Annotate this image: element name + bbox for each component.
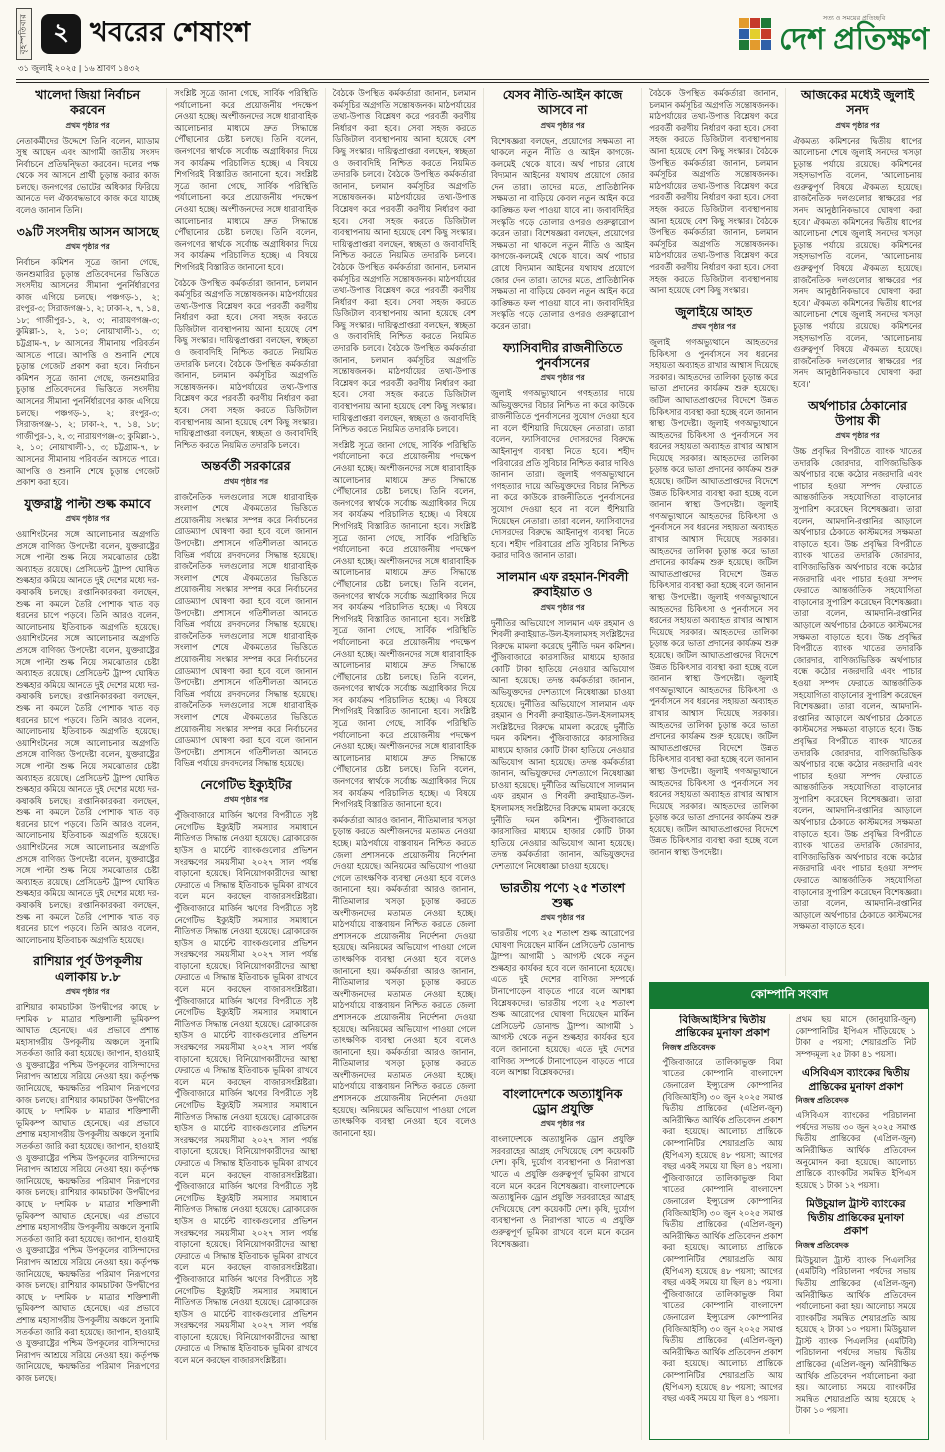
story-headline: সালমান এফ রহমান-শিবলী রুবাইয়াত ও [497,570,629,600]
body-text: জুলাই গণঅভ্যুত্থানে গণহত্যার দায়ে অভিযুক্তদের বিচার নিশ্চিত না করে কাউকে রাজনীতিতে পুনর্বাসনের সুযোগ দেওয়া হবে না বলে হুঁশিয়ারি দিয়েছেন নেতারা। তারা বলেন, ফ্যাসিবাদের দোসরদের বিরুদ্ধে আইনানুগ ব্যবস্থা নিতে হবে। শহীদ পরিবারের প্রতি সুবিচার নিশ্চিত করার দাবিও জানান তারা। জুলাই গণঅভ্যুত্থানে গণহত্যার দায়ে অভিযুক্তদের বিচার নিশ্চিত না করে কাউকে রাজনীতিতে পুনর্বাসনের সুযোগ দেওয়া হবে না বলে হুঁশিয়ারি দিয়েছেন নেতারা। তারা বলেন, ফ্যাসিবাদের দোসরদের বিরুদ্ধে আইনানুগ ব্যবস্থা নিতে হবে। শহীদ পরিবারের প্রতি সুবিচার নিশ্চিত করার দাবিও জানান তারা। [490,388,635,561]
continued-from-label: প্রথম পৃষ্ঠার পর [540,373,585,383]
continued-from-label: প্রথম পৃষ্ঠার পর [835,120,880,130]
header-divider [16,79,929,83]
body-text: ভারতীয় পণ্যে ২৫ শতাংশ শুল্ক আরোপের ঘোষণা দিয়েছেন মার্কিন প্রেসিডেন্ট ডোনাল্ড ট্রাম্প। আগামী ১ আগস্ট থেকে নতুন শুল্কহার কার্যকর হবে বলে জানানো হয়েছে। এতে দুই দেশের বাণিজ্য সম্পর্কে টানাপোড়েন বাড়তে পারে বলে আশঙ্কা বিশ্লেষকদের। ভারতীয় পণ্যে ২৫ শতাংশ শুল্ক আরোপের ঘোষণা দিয়েছেন মার্কিন প্রেসিডেন্ট ডোনাল্ড ট্রাম্প। আগামী ১ আগস্ট থেকে নতুন শুল্কহার কার্যকর হবে বলে জানানো হয়েছে। এতে দুই দেশের বাণিজ্য সম্পর্কে টানাপোড়েন বাড়তে পারে বলে আশঙ্কা বিশ্লেষকদের। [490,928,635,1078]
story-headline: যুক্তরাষ্ট্র পাল্টা শুল্ক কমাবে [24,496,151,511]
story-headline: নেগেটিভ ইক্যুইটির [200,777,292,792]
logo-tile [739,40,749,50]
logo-tile [750,40,760,50]
company-news-title: কোম্পানি সংবাদ [650,983,928,1009]
body-text: উচ্চ প্রবৃদ্ধির বিপরীতে ব্যাংক খাতের তদারকি জোরদার, বাণিজ্যভিত্তিক অর্থপাচার বন্ধে কঠোর নজরদারি এবং পাচার হওয়া সম্পদ ফেরাতে আন্তর্জাতিক সহযোগিতা বাড়ানোর সুপারিশ করেছেন বিশেষজ্ঞরা। তারা বলেন, আমদানি-রপ্তানির আড়ালে অর্থপাচার ঠেকাতে কাস্টমসের সক্ষমতা বাড়াতে হবে। উচ্চ প্রবৃদ্ধির বিপরীতে ব্যাংক খাতের তদারকি জোরদার, বাণিজ্যভিত্তিক অর্থপাচার বন্ধে কঠোর নজরদারি এবং পাচার হওয়া সম্পদ ফেরাতে আন্তর্জাতিক সহযোগিতা বাড়ানোর সুপারিশ করেছেন বিশেষজ্ঞরা। তারা বলেন, আমদানি-রপ্তানির আড়ালে অর্থপাচার ঠেকাতে কাস্টমসের সক্ষমতা বাড়াতে হবে। উচ্চ প্রবৃদ্ধির বিপরীতে ব্যাংক খাতের তদারকি জোরদার, বাণিজ্যভিত্তিক অর্থপাচার বন্ধে কঠোর নজরদারি এবং পাচার হওয়া সম্পদ ফেরাতে আন্তর্জাতিক সহযোগিতা বাড়ানোর সুপারিশ করেছেন বিশেষজ্ঞরা। তারা বলেন, আমদানি-রপ্তানির আড়ালে অর্থপাচার ঠেকাতে কাস্টমসের সক্ষমতা বাড়াতে হবে। উচ্চ প্রবৃদ্ধির বিপরীতে ব্যাংক খাতের তদারকি জোরদার, বাণিজ্যভিত্তিক অর্থপাচার বন্ধে কঠোর নজরদারি এবং পাচার হওয়া সম্পদ ফেরাতে আন্তর্জাতিক সহযোগিতা বাড়ানোর সুপারিশ করেছেন বিশেষজ্ঞরা। তারা বলেন, আমদানি-রপ্তানির আড়ালে অর্থপাচার ঠেকাতে কাস্টমসের সক্ষমতা বাড়াতে হবে। উচ্চ প্রবৃদ্ধির বিপরীতে ব্যাংক খাতের তদারকি জোরদার, বাণিজ্যভিত্তিক অর্থপাচার বন্ধে কঠোর নজরদারি এবং পাচার হওয়া সম্পদ ফেরাতে আন্তর্জাতিক সহযোগিতা বাড়ানোর সুপারিশ করেছেন বিশেষজ্ঞরা। তারা বলেন, আমদানি-রপ্তানির আড়ালে অর্থপাচার ঠেকাতে কাস্টমসের সক্ষমতা বাড়াতে হবে। [793,446,922,932]
body-text: জুলাই গণঅভ্যুত্থানে আহতদের চিকিৎসা ও পুনর্বাসনে সব ধরনের সহায়তা অব্যাহত রাখার আশ্বাস দিয়েছে সরকার। আহতদের তালিকা চূড়ান্ত করে ভাতা প্রদানের কার্যক্রম শুরু হয়েছে। জটিল আঘাতপ্রাপ্তদের বিদেশে উন্নত চিকিৎসার ব্যবস্থা করা হচ্ছে বলে জানান স্বাস্থ্য উপদেষ্টা। জুলাই গণঅভ্যুত্থানে আহতদের চিকিৎসা ও পুনর্বাসনে সব ধরনের সহায়তা অব্যাহত রাখার আশ্বাস দিয়েছে সরকার। আহতদের তালিকা চূড়ান্ত করে ভাতা প্রদানের কার্যক্রম শুরু হয়েছে। জটিল আঘাতপ্রাপ্তদের বিদেশে উন্নত চিকিৎসার ব্যবস্থা করা হচ্ছে বলে জানান স্বাস্থ্য উপদেষ্টা। জুলাই গণঅভ্যুত্থানে আহতদের চিকিৎসা ও পুনর্বাসনে সব ধরনের সহায়তা অব্যাহত রাখার আশ্বাস দিয়েছে সরকার। আহতদের তালিকা চূড়ান্ত করে ভাতা প্রদানের কার্যক্রম শুরু হয়েছে। জটিল আঘাতপ্রাপ্তদের বিদেশে উন্নত চিকিৎসার ব্যবস্থা করা হচ্ছে বলে জানান স্বাস্থ্য উপদেষ্টা। জুলাই গণঅভ্যুত্থানে আহতদের চিকিৎসা ও পুনর্বাসনে সব ধরনের সহায়তা অব্যাহত রাখার আশ্বাস দিয়েছে সরকার। আহতদের তালিকা চূড়ান্ত করে ভাতা প্রদানের কার্যক্রম শুরু হয়েছে। জটিল আঘাতপ্রাপ্তদের বিদেশে উন্নত চিকিৎসার ব্যবস্থা করা হচ্ছে বলে জানান স্বাস্থ্য উপদেষ্টা। জুলাই গণঅভ্যুত্থানে আহতদের চিকিৎসা ও পুনর্বাসনে সব ধরনের সহায়তা অব্যাহত রাখার আশ্বাস দিয়েছে সরকার। আহতদের তালিকা চূড়ান্ত করে ভাতা প্রদানের কার্যক্রম শুরু হয়েছে। জটিল আঘাতপ্রাপ্তদের বিদেশে উন্নত চিকিৎসার ব্যবস্থা করা হচ্ছে বলে জানান স্বাস্থ্য উপদেষ্টা। জুলাই গণঅভ্যুত্থানে আহতদের চিকিৎসা ও পুনর্বাসনে সব ধরনের সহায়তা অব্যাহত রাখার আশ্বাস দিয়েছে সরকার। আহতদের তালিকা চূড়ান্ত করে ভাতা প্রদানের কার্যক্রম শুরু হয়েছে। জটিল আঘাতপ্রাপ্তদের বিদেশে উন্নত চিকিৎসার ব্যবস্থা করা হচ্ছে বলে জানান স্বাস্থ্য উপদেষ্টা। [649,336,779,858]
newspaper-logo-icon [739,18,771,50]
story-headline: ভারতীয় পণ্যে ২৫ শতাংশ শুল্ক [500,880,625,910]
right-section [641,88,929,1440]
columns-area [16,88,929,1440]
logo-tile [739,18,749,28]
body-text: পুঁজিবাজারে তালিকাভুক্ত বিমা খাতের কোম্পানি বাংলাদেশ জেনারেল ইন্স্যুরেন্স কোম্পানির (বিজিআইসি) ৩০ জুন ২০২৫ সমাপ্ত দ্বিতীয় প্রান্তিকের (এপ্রিল-জুন) অনিরীক্ষিত আর্থিক প্রতিবেদন প্রকাশ করা হয়েছে। আলোচ্য প্রান্তিকে কোম্পানিটির শেয়ারপ্রতি আয় (ইপিএস) হয়েছে ৪৮ পয়সা; আগের বছর একই সময়ে যা ছিল ৪১ পয়সা। পুঁজিবাজারে তালিকাভুক্ত বিমা খাতের কোম্পানি বাংলাদেশ জেনারেল ইন্স্যুরেন্স কোম্পানির (বিজিআইসি) ৩০ জুন ২০২৫ সমাপ্ত দ্বিতীয় প্রান্তিকের (এপ্রিল-জুন) অনিরীক্ষিত আর্থিক প্রতিবেদন প্রকাশ করা হয়েছে। আলোচ্য প্রান্তিকে কোম্পানিটির শেয়ারপ্রতি আয় (ইপিএস) হয়েছে ৪৮ পয়সা; আগের বছর একই সময়ে যা ছিল ৪১ পয়সা। পুঁজিবাজারে তালিকাভুক্ত বিমা খাতের কোম্পানি বাংলাদেশ জেনারেল ইন্স্যুরেন্স কোম্পানির (বিজিআইসি) ৩০ জুন ২০২৫ সমাপ্ত দ্বিতীয় প্রান্তিকের (এপ্রিল-জুন) অনিরীক্ষিত আর্থিক প্রতিবেদন প্রকাশ করা হয়েছে। আলোচ্য প্রান্তিকে কোম্পানিটির শেয়ারপ্রতি আয় (ইপিএস) হয়েছে ৪৮ পয়সা; আগের বছর একই সময়ে যা ছিল ৪১ পয়সা। [662,1056,783,1404]
company-news-columns [650,1009,928,1439]
continued-from-label: প্রথম পৃষ্ঠার পর [65,514,110,524]
logo-tile [761,40,771,50]
newspaper-name: দেশ প্রতিক্ষণ [779,23,929,56]
body-text: রাশিয়ার কামচাটকা উপদ্বীপের কাছে ৮ দশমিক ৮ মাত্রার শক্তিশালী ভূমিকম্প আঘাত হেনেছে। এর প্রভাবে প্রশান্ত মহাসাগরীয় উপকূলীয় অঞ্চলে সুনামি সতর্কতা জারি করা হয়েছে। জাপান, হাওয়াই ও যুক্তরাষ্ট্রের পশ্চিম উপকূলের বাসিন্দাদের নিরাপদ আশ্রয়ে সরিয়ে নেওয়া হয়। কর্তৃপক্ষ জানিয়েছে, ক্ষয়ক্ষতির পরিমাণ নিরূপণের কাজ চলছে। রাশিয়ার কামচাটকা উপদ্বীপের কাছে ৮ দশমিক ৮ মাত্রার শক্তিশালী ভূমিকম্প আঘাত হেনেছে। এর প্রভাবে প্রশান্ত মহাসাগরীয় উপকূলীয় অঞ্চলে সুনামি সতর্কতা জারি করা হয়েছে। জাপান, হাওয়াই ও যুক্তরাষ্ট্রের পশ্চিম উপকূলের বাসিন্দাদের নিরাপদ আশ্রয়ে সরিয়ে নেওয়া হয়। কর্তৃপক্ষ জানিয়েছে, ক্ষয়ক্ষতির পরিমাণ নিরূপণের কাজ চলছে। রাশিয়ার কামচাটকা উপদ্বীপের কাছে ৮ দশমিক ৮ মাত্রার শক্তিশালী ভূমিকম্প আঘাত হেনেছে। এর প্রভাবে প্রশান্ত মহাসাগরীয় উপকূলীয় অঞ্চলে সুনামি সতর্কতা জারি করা হয়েছে। জাপান, হাওয়াই ও যুক্তরাষ্ট্রের পশ্চিম উপকূলের বাসিন্দাদের নিরাপদ আশ্রয়ে সরিয়ে নেওয়া হয়। কর্তৃপক্ষ জানিয়েছে, ক্ষয়ক্ষতির পরিমাণ নিরূপণের কাজ চলছে। রাশিয়ার কামচাটকা উপদ্বীপের কাছে ৮ দশমিক ৮ মাত্রার শক্তিশালী ভূমিকম্প আঘাত হেনেছে। এর প্রভাবে প্রশান্ত মহাসাগরীয় উপকূলীয় অঞ্চলে সুনামি সতর্কতা জারি করা হয়েছে। জাপান, হাওয়াই ও যুক্তরাষ্ট্রের পশ্চিম উপকূলের বাসিন্দাদের নিরাপদ আশ্রয়ে সরিয়ে নেওয়া হয়। কর্তৃপক্ষ জানিয়েছে, ক্ষয়ক্ষতির পরিমাণ নিরূপণের কাজ চলছে। [16,1001,160,1383]
story-headline: ফ্যাসিবাদীর রাজনীতিতে পুনর্বাসনের [502,340,623,370]
logo-tile [739,29,749,39]
body-text: নির্বাচন কমিশন সূত্রে জানা গেছে, জনশুমারির চূড়ান্ত প্রতিবেদনের ভিত্তিতে সংসদীয় আসনের সীমানা পুনর্নির্ধারণের কাজ এগিয়ে চলছে। পঞ্চগড়-১, ২; রংপুর-৩; সিরাজগঞ্জ-১, ২; ঢাকা-২, ৭, ১৪, ১৮; গাজীপুর-১, ২, ৩; নারায়ণগঞ্জ-৩; কুমিল্লা-১, ২, ১০; নোয়াখালী-১, ৩; চট্টগ্রাম-৭, ৮ আসনের সীমানায় পরিবর্তন আসতে পারে। আপত্তি ও শুনানি শেষে চূড়ান্ত গেজেট প্রকাশ করা হবে। নির্বাচন কমিশন সূত্রে জানা গেছে, জনশুমারির চূড়ান্ত প্রতিবেদনের ভিত্তিতে সংসদীয় আসনের সীমানা পুনর্নির্ধারণের কাজ এগিয়ে চলছে। পঞ্চগড়-১, ২; রংপুর-৩; সিরাজগঞ্জ-১, ২; ঢাকা-২, ৭, ১৪, ১৮; গাজীপুর-১, ২, ৩; নারায়ণগঞ্জ-৩; কুমিল্লা-১, ২, ১০; নোয়াখালী-১, ৩; চট্টগ্রাম-৭, ৮ আসনের সীমানায় পরিবর্তন আসতে পারে। আপত্তি ও শুনানি শেষে চূড়ান্ত গেজেট প্রকাশ করা হবে। [16,256,160,488]
body-text: কর্মকর্তারা আরও জানান, নীতিমালার খসড়া চূড়ান্ত করতে অংশীজনদের মতামত নেওয়া হচ্ছে। মাঠপর্যায়ে বাস্তবায়ন নিশ্চিত করতে জেলা প্রশাসনকে প্রয়োজনীয় নির্দেশনা দেওয়া হয়েছে। অনিয়মের অভিযোগ পাওয়া গেলে তাৎক্ষণিক ব্যবস্থা নেওয়া হবে বলেও জানানো হয়। কর্মকর্তারা আরও জানান, নীতিমালার খসড়া চূড়ান্ত করতে অংশীজনদের মতামত নেওয়া হচ্ছে। মাঠপর্যায়ে বাস্তবায়ন নিশ্চিত করতে জেলা প্রশাসনকে প্রয়োজনীয় নির্দেশনা দেওয়া হয়েছে। অনিয়মের অভিযোগ পাওয়া গেলে তাৎক্ষণিক ব্যবস্থা নেওয়া হবে বলেও জানানো হয়। কর্মকর্তারা আরও জানান, নীতিমালার খসড়া চূড়ান্ত করতে অংশীজনদের মতামত নেওয়া হচ্ছে। মাঠপর্যায়ে বাস্তবায়ন নিশ্চিত করতে জেলা প্রশাসনকে প্রয়োজনীয় নির্দেশনা দেওয়া হয়েছে। অনিয়মের অভিযোগ পাওয়া গেলে তাৎক্ষণিক ব্যবস্থা নেওয়া হবে বলেও জানানো হয়। কর্মকর্তারা আরও জানান, নীতিমালার খসড়া চূড়ান্ত করতে অংশীজনদের মতামত নেওয়া হচ্ছে। মাঠপর্যায়ে বাস্তবায়ন নিশ্চিত করতে জেলা প্রশাসনকে প্রয়োজনীয় নির্দেশনা দেওয়া হয়েছে। অনিয়মের অভিযোগ পাওয়া গেলে তাৎক্ষণিক ব্যবস্থা নেওয়া হবে বলেও জানানো হয়। [332,814,476,1138]
body-text: রাজনৈতিক দলগুলোর সঙ্গে ধারাবাহিক সংলাপ শেষে ঐকমত্যের ভিত্তিতে প্রয়োজনীয় সংস্কার সম্পন্ন করে নির্বাচনের রোডম্যাপ ঘোষণা করা হবে বলে জানান উপদেষ্টা। প্রশাসনে গতিশীলতা আনতে বিভিন্ন পর্যায়ে রদবদলের সিদ্ধান্ত হয়েছে। রাজনৈতিক দলগুলোর সঙ্গে ধারাবাহিক সংলাপ শেষে ঐকমত্যের ভিত্তিতে প্রয়োজনীয় সংস্কার সম্পন্ন করে নির্বাচনের রোডম্যাপ ঘোষণা করা হবে বলে জানান উপদেষ্টা। প্রশাসনে গতিশীলতা আনতে বিভিন্ন পর্যায়ে রদবদলের সিদ্ধান্ত হয়েছে। রাজনৈতিক দলগুলোর সঙ্গে ধারাবাহিক সংলাপ শেষে ঐকমত্যের ভিত্তিতে প্রয়োজনীয় সংস্কার সম্পন্ন করে নির্বাচনের রোডম্যাপ ঘোষণা করা হবে বলে জানান উপদেষ্টা। প্রশাসনে গতিশীলতা আনতে বিভিন্ন পর্যায়ে রদবদলের সিদ্ধান্ত হয়েছে। রাজনৈতিক দলগুলোর সঙ্গে ধারাবাহিক সংলাপ শেষে ঐকমত্যের ভিত্তিতে প্রয়োজনীয় সংস্কার সম্পন্ন করে নির্বাচনের রোডম্যাপ ঘোষণা করা হবে বলে জানান উপদেষ্টা। প্রশাসনে গতিশীলতা আনতে বিভিন্ন পর্যায়ে রদবদলের সিদ্ধান্ত হয়েছে। [174,491,318,769]
continued-from-label: প্রথম পৃষ্ঠার পর [223,476,269,486]
news-column-4 [483,88,641,1440]
section-title: খবরের শেষাংশ [90,16,251,47]
news-column-2 [166,88,324,1440]
body-text: মিউচুয়াল ট্রাস্ট ব্যাংক পিএলসির (এমটিবি) পরিচালনা পর্ষদের সভায় দ্বিতীয় প্রান্তিকের (এপ্রিল-জুন) অনিরীক্ষিত আর্থিক প্রতিবেদন পর্যালোচনা করা হয়। আলোচ্য সময়ে ব্যাংকটির সমন্বিত শেয়ারপ্রতি আয় হয়েছে ২ টাকা ১০ পয়সা। মিউচুয়াল ট্রাস্ট ব্যাংক পিএলসির (এমটিবি) পরিচালনা পর্ষদের সভায় দ্বিতীয় প্রান্তিকের (এপ্রিল-জুন) অনিরীক্ষিত আর্থিক প্রতিবেদন পর্যালোচনা করা হয়। আলোচ্য সময়ে ব্যাংকটির সমন্বিত শেয়ারপ্রতি আয় হয়েছে ২ টাকা ১০ পয়সা। [795,1254,916,1416]
news-column-3 [325,88,483,1440]
body-text: সংশ্লিষ্ট সূত্রে জানা গেছে, সার্বিক পরিস্থিতি পর্যালোচনা করে প্রয়োজনীয় পদক্ষেপ নেওয়া হচ্ছে। অংশীজনদের সঙ্গে ধারাবাহিক আলোচনার মাধ্যমে দ্রুত সিদ্ধান্তে পৌঁছানোর চেষ্টা চলছে। তিনি বলেন, জনগণের স্বার্থকে সর্বোচ্চ অগ্রাধিকার দিয়ে সব কার্যক্রম পরিচালিত হচ্ছে। এ বিষয়ে শিগগিরই বিস্তারিত জানানো হবে। সংশ্লিষ্ট সূত্রে জানা গেছে, সার্বিক পরিস্থিতি পর্যালোচনা করে প্রয়োজনীয় পদক্ষেপ নেওয়া হচ্ছে। অংশীজনদের সঙ্গে ধারাবাহিক আলোচনার মাধ্যমে দ্রুত সিদ্ধান্তে পৌঁছানোর চেষ্টা চলছে। তিনি বলেন, জনগণের স্বার্থকে সর্বোচ্চ অগ্রাধিকার দিয়ে সব কার্যক্রম পরিচালিত হচ্ছে। এ বিষয়ে শিগগিরই বিস্তারিত জানানো হবে। [174,88,318,272]
body-text: এসিবিএস ব্যাংকের পরিচালনা পর্ষদের সভায় ৩০ জুন ২০২৫ সমাপ্ত দ্বিতীয় প্রান্তিকের (এপ্রিল-জুন) অনিরীক্ষিত আর্থিক প্রতিবেদন অনুমোদন করা হয়েছে। আলোচ্য প্রান্তিকে ব্যাংকটির সমন্বিত ইপিএস হয়েছে ১ টাকা ১২ পয়সা। [795,1110,916,1190]
company-news-column-right [789,1014,922,1434]
body-text: নেতাকর্মীদের উদ্দেশে তিনি বলেন, ম্যাডাম সুস্থ আছেন এবং আগামী জাতীয় সংসদ নির্বাচনে প্রতিদ্বন্দ্বিতা করবেন। দলের পক্ষ থেকে সব আসনে প্রার্থী চূড়ান্ত করার কাজ চলছে। জনগণের ভোটের অধিকার ফিরিয়ে আনতে দল ঐক্যবদ্ধভাবে কাজ করে যাচ্ছে বলেও জানান তিনি। [16,135,160,216]
body-text: ঐকমত্য কমিশনের দ্বিতীয় ধাপের আলোচনা শেষে জুলাই সনদের খসড়া চূড়ান্ত পর্যায়ে রয়েছে। কমিশনের সহসভাপতি বলেন, 'আলোচনায় গুরুত্বপূর্ণ বিষয়ে ঐকমত্য হয়েছে। রাজনৈতিক দলগুলোর স্বাক্ষরের পর সনদ আনুষ্ঠানিকভাবে ঘোষণা করা হবে।' ঐকমত্য কমিশনের দ্বিতীয় ধাপের আলোচনা শেষে জুলাই সনদের খসড়া চূড়ান্ত পর্যায়ে রয়েছে। কমিশনের সহসভাপতি বলেন, 'আলোচনায় গুরুত্বপূর্ণ বিষয়ে ঐকমত্য হয়েছে। রাজনৈতিক দলগুলোর স্বাক্ষরের পর সনদ আনুষ্ঠানিকভাবে ঘোষণা করা হবে।' ঐকমত্য কমিশনের দ্বিতীয় ধাপের আলোচনা শেষে জুলাই সনদের খসড়া চূড়ান্ত পর্যায়ে রয়েছে। কমিশনের সহসভাপতি বলেন, 'আলোচনায় গুরুত্বপূর্ণ বিষয়ে ঐকমত্য হয়েছে। রাজনৈতিক দলগুলোর স্বাক্ষরের পর সনদ আনুষ্ঠানিকভাবে ঘোষণা করা হবে।' [793,135,922,389]
continued-from-label: প্রথম পৃষ্ঠার পর [540,913,585,923]
reporter-label: নিজস্ব প্রতিবেদক [795,1240,849,1250]
company-news-box [649,982,929,1440]
news-column-1 [16,88,166,1440]
continued-from-label: প্রথম পৃষ্ঠার পর [540,602,585,612]
continued-from-label: প্রথম পৃষ্ঠার পর [835,431,880,441]
body-text: দুর্নীতির অভিযোগে সালমান এফ রহমান ও শিবলী রুবাইয়াত-উল-ইসলামসহ সংশ্লিষ্টদের বিরুদ্ধে মামলা করেছে দুর্নীতি দমন কমিশন। পুঁজিবাজারে কারসাজির মাধ্যমে হাজার কোটি টাকা হাতিয়ে নেওয়ার অভিযোগ আনা হয়েছে। তদন্ত কর্মকর্তারা জানান, অভিযুক্তদের দেশত্যাগে নিষেধাজ্ঞা চাওয়া হয়েছে। দুর্নীতির অভিযোগে সালমান এফ রহমান ও শিবলী রুবাইয়াত-উল-ইসলামসহ সংশ্লিষ্টদের বিরুদ্ধে মামলা করেছে দুর্নীতি দমন কমিশন। পুঁজিবাজারে কারসাজির মাধ্যমে হাজার কোটি টাকা হাতিয়ে নেওয়ার অভিযোগ আনা হয়েছে। তদন্ত কর্মকর্তারা জানান, অভিযুক্তদের দেশত্যাগে নিষেধাজ্ঞা চাওয়া হয়েছে। দুর্নীতির অভিযোগে সালমান এফ রহমান ও শিবলী রুবাইয়াত-উল-ইসলামসহ সংশ্লিষ্টদের বিরুদ্ধে মামলা করেছে দুর্নীতি দমন কমিশন। পুঁজিবাজারে কারসাজির মাধ্যমে হাজার কোটি টাকা হাতিয়ে নেওয়ার অভিযোগ আনা হয়েছে। তদন্ত কর্মকর্তারা জানান, অভিযুক্তদের দেশত্যাগে নিষেধাজ্ঞা চাওয়া হয়েছে। [490,617,635,871]
body-text: বৈঠকে উপস্থিত কর্মকর্তারা জানান, চলমান কর্মসূচির অগ্রগতি সন্তোষজনক। মাঠপর্যায়ের তথ্য-উপাত্ত বিশ্লেষণ করে পরবর্তী করণীয় নির্ধারণ করা হবে। সেবা সহজ করতে ডিজিটাল ব্যবস্থাপনায় আনা হয়েছে বেশ কিছু সংস্কার। দায়িত্বপ্রাপ্তরা বলছেন, স্বচ্ছতা ও জবাবদিহি নিশ্চিত করতে নিয়মিত তদারকি চলবে। বৈঠকে উপস্থিত কর্মকর্তারা জানান, চলমান কর্মসূচির অগ্রগতি সন্তোষজনক। মাঠপর্যায়ের তথ্য-উপাত্ত বিশ্লেষণ করে পরবর্তী করণীয় নির্ধারণ করা হবে। সেবা সহজ করতে ডিজিটাল ব্যবস্থাপনায় আনা হয়েছে বেশ কিছু সংস্কার। দায়িত্বপ্রাপ্তরা বলছেন, স্বচ্ছতা ও জবাবদিহি নিশ্চিত করতে নিয়মিত তদারকি চলবে। বৈঠকে উপস্থিত কর্মকর্তারা জানান, চলমান কর্মসূচির অগ্রগতি সন্তোষজনক। মাঠপর্যায়ের তথ্য-উপাত্ত বিশ্লেষণ করে পরবর্তী করণীয় নির্ধারণ করা হবে। সেবা সহজ করতে ডিজিটাল ব্যবস্থাপনায় আনা হয়েছে বেশ কিছু সংস্কার। দায়িত্বপ্রাপ্তরা বলছেন, স্বচ্ছতা ও জবাবদিহি নিশ্চিত করতে নিয়মিত তদারকি চলবে। বৈঠকে উপস্থিত কর্মকর্তারা জানান, চলমান কর্মসূচির অগ্রগতি সন্তোষজনক। মাঠপর্যায়ের তথ্য-উপাত্ত বিশ্লেষণ করে পরবর্তী করণীয় নির্ধারণ করা হবে। সেবা সহজ করতে ডিজিটাল ব্যবস্থাপনায় আনা হয়েছে বেশ কিছু সংস্কার। দায়িত্বপ্রাপ্তরা বলছেন, স্বচ্ছতা ও জবাবদিহি নিশ্চিত করতে নিয়মিত তদারকি চলবে। [332,88,476,435]
continued-from-label: প্রথম পৃষ্ঠার পর [223,795,269,805]
continued-from-label: প্রথম পৃষ্ঠার পর [540,120,585,130]
company-story-headline: এসিবিএস ব্যাংকের দ্বিতীয় প্রান্তিকের মুনাফা প্রকাশ [802,1067,910,1093]
logo-tile [761,29,771,39]
body-text: প্রথম ছয় মাসে (জানুয়ারি-জুন) কোম্পানিটির ইপিএস দাঁড়িয়েছে ১ টাকা ৫ পয়সা; শেয়ারপ্রতি নিট সম্পদমূল্য ২৫ টাকা ৪১ পয়সা। [795,1014,916,1059]
body-text: সংশ্লিষ্ট সূত্রে জানা গেছে, সার্বিক পরিস্থিতি পর্যালোচনা করে প্রয়োজনীয় পদক্ষেপ নেওয়া হচ্ছে। অংশীজনদের সঙ্গে ধারাবাহিক আলোচনার মাধ্যমে দ্রুত সিদ্ধান্তে পৌঁছানোর চেষ্টা চলছে। তিনি বলেন, জনগণের স্বার্থকে সর্বোচ্চ অগ্রাধিকার দিয়ে সব কার্যক্রম পরিচালিত হচ্ছে। এ বিষয়ে শিগগিরই বিস্তারিত জানানো হবে। সংশ্লিষ্ট সূত্রে জানা গেছে, সার্বিক পরিস্থিতি পর্যালোচনা করে প্রয়োজনীয় পদক্ষেপ নেওয়া হচ্ছে। অংশীজনদের সঙ্গে ধারাবাহিক আলোচনার মাধ্যমে দ্রুত সিদ্ধান্তে পৌঁছানোর চেষ্টা চলছে। তিনি বলেন, জনগণের স্বার্থকে সর্বোচ্চ অগ্রাধিকার দিয়ে সব কার্যক্রম পরিচালিত হচ্ছে। এ বিষয়ে শিগগিরই বিস্তারিত জানানো হবে। সংশ্লিষ্ট সূত্রে জানা গেছে, সার্বিক পরিস্থিতি পর্যালোচনা করে প্রয়োজনীয় পদক্ষেপ নেওয়া হচ্ছে। অংশীজনদের সঙ্গে ধারাবাহিক আলোচনার মাধ্যমে দ্রুত সিদ্ধান্তে পৌঁছানোর চেষ্টা চলছে। তিনি বলেন, জনগণের স্বার্থকে সর্বোচ্চ অগ্রাধিকার দিয়ে সব কার্যক্রম পরিচালিত হচ্ছে। এ বিষয়ে শিগগিরই বিস্তারিত জানানো হবে। সংশ্লিষ্ট সূত্রে জানা গেছে, সার্বিক পরিস্থিতি পর্যালোচনা করে প্রয়োজনীয় পদক্ষেপ নেওয়া হচ্ছে। অংশীজনদের সঙ্গে ধারাবাহিক আলোচনার মাধ্যমে দ্রুত সিদ্ধান্তে পৌঁছানোর চেষ্টা চলছে। তিনি বলেন, জনগণের স্বার্থকে সর্বোচ্চ অগ্রাধিকার দিয়ে সব কার্যক্রম পরিচালিত হচ্ছে। এ বিষয়ে শিগগিরই বিস্তারিত জানানো হবে। [332,439,476,810]
company-story-headline: মিউচুয়াল ট্রাস্ট ব্যাংকের দ্বিতীয় প্রান্তিকের মুনাফা প্রকাশ [806,1198,906,1238]
story-headline: অর্থপাচার ঠেকানোর উপায় কী [808,398,907,428]
story-headline: যেসব নীতি-আইন কাজে আসবে না [502,88,623,118]
logo-tile [750,29,760,39]
header-right-cluster [739,13,929,55]
logo-tile [750,18,760,28]
right-columns [642,88,929,976]
body-text: বৈঠকে উপস্থিত কর্মকর্তারা জানান, চলমান কর্মসূচির অগ্রগতি সন্তোষজনক। মাঠপর্যায়ের তথ্য-উপাত্ত বিশ্লেষণ করে পরবর্তী করণীয় নির্ধারণ করা হবে। সেবা সহজ করতে ডিজিটাল ব্যবস্থাপনায় আনা হয়েছে বেশ কিছু সংস্কার। বৈঠকে উপস্থিত কর্মকর্তারা জানান, চলমান কর্মসূচির অগ্রগতি সন্তোষজনক। মাঠপর্যায়ের তথ্য-উপাত্ত বিশ্লেষণ করে পরবর্তী করণীয় নির্ধারণ করা হবে। সেবা সহজ করতে ডিজিটাল ব্যবস্থাপনায় আনা হয়েছে বেশ কিছু সংস্কার। বৈঠকে উপস্থিত কর্মকর্তারা জানান, চলমান কর্মসূচির অগ্রগতি সন্তোষজনক। মাঠপর্যায়ের তথ্য-উপাত্ত বিশ্লেষণ করে পরবর্তী করণীয় নির্ধারণ করা হবে। সেবা সহজ করতে ডিজিটাল ব্যবস্থাপনায় আনা হয়েছে বেশ কিছু সংস্কার। [649,88,779,296]
story-headline: ৩৯টি সংসদীয় আসন আসছে [16,224,159,239]
story-headline: জুলাইয়ে আহত [675,304,753,319]
masthead [779,13,929,55]
date-line: ৩১ জুলাই ২০২৫ | ১৬ শ্রাবণ ১৪৩২ [18,63,140,73]
story-headline: বাংলাদেশকে অত্যাধুনিক ড্রোন প্রযুক্তি [502,1086,623,1117]
body-text: ওয়াশিংটনের সঙ্গে আলোচনার অগ্রগতি প্রসঙ্গে বাণিজ্য উপদেষ্টা বলেন, যুক্তরাষ্ট্রের সঙ্গে পাল্টা শুল্ক নিয়ে সমঝোতার চেষ্টা অব্যাহত রয়েছে। প্রেসিডেন্ট ট্রাম্প ঘোষিত শুল্কহার কমিয়ে আনতে দুই দেশের মধ্যে দর-কষাকষি চলছে। রপ্তানিকারকরা বলছেন, শুল্ক না কমলে তৈরি পোশাক খাত বড় ধরনের চাপে পড়বে। তিনি আরও বলেন, আলোচনায় ইতিবাচক অগ্রগতি হয়েছে। ওয়াশিংটনের সঙ্গে আলোচনার অগ্রগতি প্রসঙ্গে বাণিজ্য উপদেষ্টা বলেন, যুক্তরাষ্ট্রের সঙ্গে পাল্টা শুল্ক নিয়ে সমঝোতার চেষ্টা অব্যাহত রয়েছে। প্রেসিডেন্ট ট্রাম্প ঘোষিত শুল্কহার কমিয়ে আনতে দুই দেশের মধ্যে দর-কষাকষি চলছে। রপ্তানিকারকরা বলছেন, শুল্ক না কমলে তৈরি পোশাক খাত বড় ধরনের চাপে পড়বে। তিনি আরও বলেন, আলোচনায় ইতিবাচক অগ্রগতি হয়েছে। ওয়াশিংটনের সঙ্গে আলোচনার অগ্রগতি প্রসঙ্গে বাণিজ্য উপদেষ্টা বলেন, যুক্তরাষ্ট্রের সঙ্গে পাল্টা শুল্ক নিয়ে সমঝোতার চেষ্টা অব্যাহত রয়েছে। প্রেসিডেন্ট ট্রাম্প ঘোষিত শুল্কহার কমিয়ে আনতে দুই দেশের মধ্যে দর-কষাকষি চলছে। রপ্তানিকারকরা বলছেন, শুল্ক না কমলে তৈরি পোশাক খাত বড় ধরনের চাপে পড়বে। তিনি আরও বলেন, আলোচনায় ইতিবাচক অগ্রগতি হয়েছে। ওয়াশিংটনের সঙ্গে আলোচনার অগ্রগতি প্রসঙ্গে বাণিজ্য উপদেষ্টা বলেন, যুক্তরাষ্ট্রের সঙ্গে পাল্টা শুল্ক নিয়ে সমঝোতার চেষ্টা অব্যাহত রয়েছে। প্রেসিডেন্ট ট্রাম্প ঘোষিত শুল্কহার কমিয়ে আনতে দুই দেশের মধ্যে দর-কষাকষি চলছে। রপ্তানিকারকরা বলছেন, শুল্ক না কমলে তৈরি পোশাক খাত বড় ধরনের চাপে পড়বে। তিনি আরও বলেন, আলোচনায় ইতিবাচক অগ্রগতি হয়েছে। [16,529,160,945]
story-headline: আজকের মধ্যেই জুলাই সনদ [801,88,915,118]
body-text: বাংলাদেশকে অত্যাধুনিক ড্রোন প্রযুক্তি সরবরাহের আগ্রহ দেখিয়েছে বেশ কয়েকটি দেশ। কৃষি, দুর্যোগ ব্যবস্থাপনা ও নিরাপত্তা খাতে এ প্রযুক্তি গুরুত্বপূর্ণ ভূমিকা রাখবে বলে মনে করেন বিশেষজ্ঞরা। বাংলাদেশকে অত্যাধুনিক ড্রোন প্রযুক্তি সরবরাহের আগ্রহ দেখিয়েছে বেশ কয়েকটি দেশ। কৃষি, দুর্যোগ ব্যবস্থাপনা ও নিরাপত্তা খাতে এ প্রযুক্তি গুরুত্বপূর্ণ ভূমিকা রাখবে বলে মনে করেন বিশেষজ্ঞরা। [490,1134,635,1249]
story-headline: রাশিয়ার পূর্ব উপকূলীয় এলাকায় ৮.৮ [33,954,143,984]
logo-tile [761,18,771,28]
continued-from-label: প্রথম পৃষ্ঠার পর [65,986,110,996]
page-number-badge: ২ [41,14,81,54]
continued-from-label: প্রথম পৃষ্ঠার পর [65,241,110,251]
masthead-tagline: সত্য ও সময়ের প্রতিচ্ছবি [822,15,886,22]
body-text: পুঁজিবাজারে মার্জিন ঋণের বিপরীতে সৃষ্ট নেগেটিভ ইক্যুইটি সমস্যার সমাধানে নীতিগত সিদ্ধান্ত নেওয়া হয়েছে। ব্রোকারেজ হাউস ও মার্চেন্ট ব্যাংকগুলোর প্রভিশন সংরক্ষণের সময়সীমা ২০২৭ সাল পর্যন্ত বাড়ানো হয়েছে। বিনিয়োগকারীদের আস্থা ফেরাতে এ সিদ্ধান্ত ইতিবাচক ভূমিকা রাখবে বলে মনে করছেন বাজারসংশ্লিষ্টরা। পুঁজিবাজারে মার্জিন ঋণের বিপরীতে সৃষ্ট নেগেটিভ ইক্যুইটি সমস্যার সমাধানে নীতিগত সিদ্ধান্ত নেওয়া হয়েছে। ব্রোকারেজ হাউস ও মার্চেন্ট ব্যাংকগুলোর প্রভিশন সংরক্ষণের সময়সীমা ২০২৭ সাল পর্যন্ত বাড়ানো হয়েছে। বিনিয়োগকারীদের আস্থা ফেরাতে এ সিদ্ধান্ত ইতিবাচক ভূমিকা রাখবে বলে মনে করছেন বাজারসংশ্লিষ্টরা। পুঁজিবাজারে মার্জিন ঋণের বিপরীতে সৃষ্ট নেগেটিভ ইক্যুইটি সমস্যার সমাধানে নীতিগত সিদ্ধান্ত নেওয়া হয়েছে। ব্রোকারেজ হাউস ও মার্চেন্ট ব্যাংকগুলোর প্রভিশন সংরক্ষণের সময়সীমা ২০২৭ সাল পর্যন্ত বাড়ানো হয়েছে। বিনিয়োগকারীদের আস্থা ফেরাতে এ সিদ্ধান্ত ইতিবাচক ভূমিকা রাখবে বলে মনে করছেন বাজারসংশ্লিষ্টরা। পুঁজিবাজারে মার্জিন ঋণের বিপরীতে সৃষ্ট নেগেটিভ ইক্যুইটি সমস্যার সমাধানে নীতিগত সিদ্ধান্ত নেওয়া হয়েছে। ব্রোকারেজ হাউস ও মার্চেন্ট ব্যাংকগুলোর প্রভিশন সংরক্ষণের সময়সীমা ২০২৭ সাল পর্যন্ত বাড়ানো হয়েছে। বিনিয়োগকারীদের আস্থা ফেরাতে এ সিদ্ধান্ত ইতিবাচক ভূমিকা রাখবে বলে মনে করছেন বাজারসংশ্লিষ্টরা। পুঁজিবাজারে মার্জিন ঋণের বিপরীতে সৃষ্ট নেগেটিভ ইক্যুইটি সমস্যার সমাধানে নীতিগত সিদ্ধান্ত নেওয়া হয়েছে। ব্রোকারেজ হাউস ও মার্চেন্ট ব্যাংকগুলোর প্রভিশন সংরক্ষণের সময়সীমা ২০২৭ সাল পর্যন্ত বাড়ানো হয়েছে। বিনিয়োগকারীদের আস্থা ফেরাতে এ সিদ্ধান্ত ইতিবাচক ভূমিকা রাখবে বলে মনে করছেন বাজারসংশ্লিষ্টরা। পুঁজিবাজারে মার্জিন ঋণের বিপরীতে সৃষ্ট নেগেটিভ ইক্যুইটি সমস্যার সমাধানে নীতিগত সিদ্ধান্ত নেওয়া হয়েছে। ব্রোকারেজ হাউস ও মার্চেন্ট ব্যাংকগুলোর প্রভিশন সংরক্ষণের সময়সীমা ২০২৭ সাল পর্যন্ত বাড়ানো হয়েছে। বিনিয়োগকারীদের আস্থা ফেরাতে এ সিদ্ধান্ত ইতিবাচক ভূমিকা রাখবে বলে মনে করছেন বাজারসংশ্লিষ্টরা। [174,810,318,1366]
continued-from-label: প্রথম পৃষ্ঠার পর [540,1119,585,1129]
continued-from-label: প্রথম পৃষ্ঠার পর [691,321,736,331]
continued-from-label: প্রথম পৃষ্ঠার পর [65,120,110,130]
header-left-cluster [16,8,250,60]
page-header [16,8,929,60]
company-story-headline: বিজিআইসি'র দ্বিতীয় প্রান্তিকের মুনাফা প্রকাশ [675,1014,770,1040]
news-column-6 [785,88,929,976]
story-headline: অন্তর্বর্তী সরকারের [201,459,291,474]
reporter-label: নিজস্ব প্রতিবেদক [662,1042,716,1052]
reporter-label: নিজস্ব প্রতিবেদক [795,1096,849,1106]
body-text: বৈঠকে উপস্থিত কর্মকর্তারা জানান, চলমান কর্মসূচির অগ্রগতি সন্তোষজনক। মাঠপর্যায়ের তথ্য-উপাত্ত বিশ্লেষণ করে পরবর্তী করণীয় নির্ধারণ করা হবে। সেবা সহজ করতে ডিজিটাল ব্যবস্থাপনায় আনা হয়েছে বেশ কিছু সংস্কার। দায়িত্বপ্রাপ্তরা বলছেন, স্বচ্ছতা ও জবাবদিহি নিশ্চিত করতে নিয়মিত তদারকি চলবে। বৈঠকে উপস্থিত কর্মকর্তারা জানান, চলমান কর্মসূচির অগ্রগতি সন্তোষজনক। মাঠপর্যায়ের তথ্য-উপাত্ত বিশ্লেষণ করে পরবর্তী করণীয় নির্ধারণ করা হবে। সেবা সহজ করতে ডিজিটাল ব্যবস্থাপনায় আনা হয়েছে বেশ কিছু সংস্কার। দায়িত্বপ্রাপ্তরা বলছেন, স্বচ্ছতা ও জবাবদিহি নিশ্চিত করতে নিয়মিত তদারকি চলবে। [174,277,318,450]
weekday-label: বৃহস্পতিবার [18,13,28,55]
weekday-box [16,8,32,60]
news-column-5 [642,88,785,976]
story-headline: খালেদা জিয়া নির্বাচন করবেন [35,88,141,118]
company-news-column-left [656,1014,788,1434]
body-text: বিশেষজ্ঞরা বলছেন, প্রয়োগের সক্ষমতা না থাকলে নতুন নীতি ও আইন কাগজে-কলমেই থেকে যাবে। অর্থ পাচার রোধে বিদ্যমান আইনের যথাযথ প্রয়োগে জোর দেন তারা। তাদের মতে, প্রাতিষ্ঠানিক সক্ষমতা না বাড়িয়ে কেবল নতুন আইন করে কাঙ্ক্ষিত ফল পাওয়া যাবে না। জবাবদিহির সংস্কৃতি গড়ে তোলার ওপরও গুরুত্বারোপ করেন তারা। বিশেষজ্ঞরা বলছেন, প্রয়োগের সক্ষমতা না থাকলে নতুন নীতি ও আইন কাগজে-কলমেই থেকে যাবে। অর্থ পাচার রোধে বিদ্যমান আইনের যথাযথ প্রয়োগে জোর দেন তারা। তাদের মতে, প্রাতিষ্ঠানিক সক্ষমতা না বাড়িয়ে কেবল নতুন আইন করে কাঙ্ক্ষিত ফল পাওয়া যাবে না। জবাবদিহির সংস্কৃতি গড়ে তোলার ওপরও গুরুত্বারোপ করেন তারা। [490,135,635,331]
